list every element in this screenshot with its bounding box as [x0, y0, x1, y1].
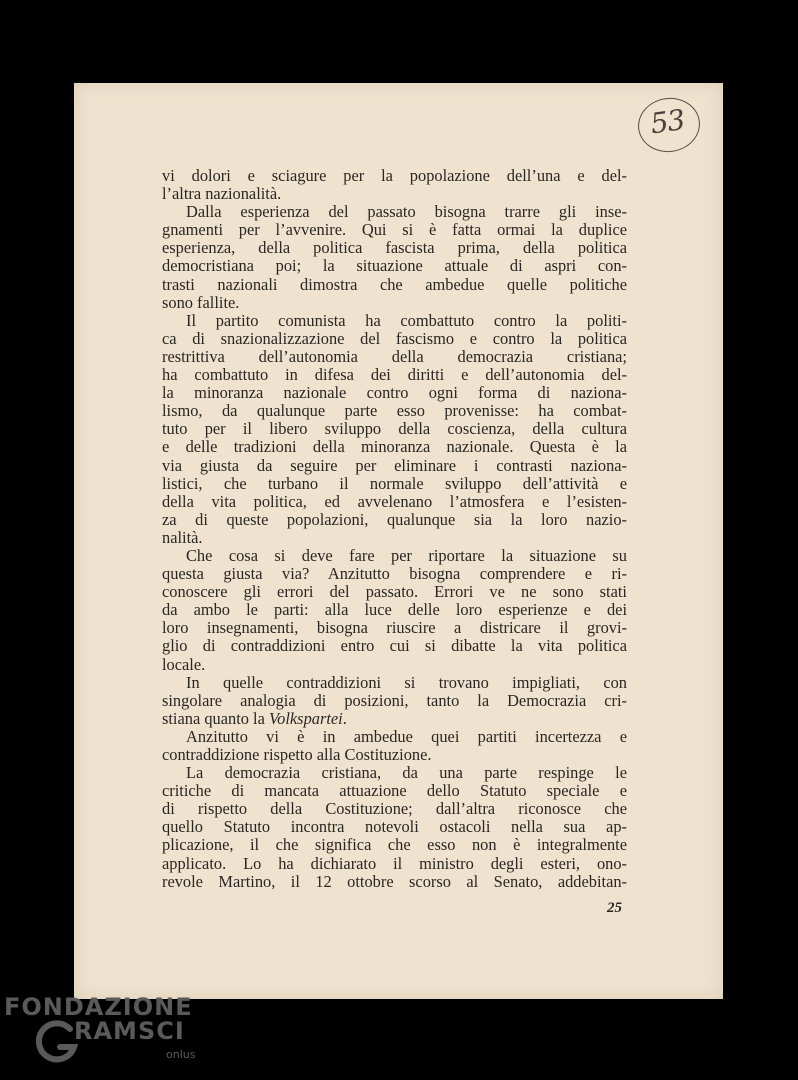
text-line: questa giusta via? Anzitutto bisogna comprendere e ri- [162, 564, 627, 584]
text-line: della vita politica, ed avvelenano l’atmosfera e l’esisten- [162, 491, 627, 511]
text-line: Che cosa si deve fare per riportare la situazione su [186, 545, 627, 565]
text-line: quello Statuto incontra notevoli ostacoli nella sua ap- [162, 817, 627, 837]
text-line: democristiana poi; la situazione attuale di aspri con- [162, 256, 627, 276]
text-line: gnamenti per l’avvenire. Qui si è fatta ormai la duplice [162, 220, 627, 240]
text-line: ca di snazionalizzazione del fascismo e contro la politica [162, 328, 627, 348]
text-line: singolare analogia di posizioni, tanto la Democrazia cri- [162, 690, 627, 710]
text-line: e delle tradizioni della minoranza nazionale. Questa è la [162, 437, 627, 457]
text-line: In quelle contraddizioni si trovano impigliati, con [186, 672, 627, 692]
text-line: stiana quanto la Volkspartei. [162, 708, 347, 728]
text-line: glio di contraddizioni entro cui si dibatte la vita politica [162, 636, 627, 656]
text-line: revole Martino, il 12 ottobre scorso al Senato, addebitan- [162, 871, 627, 891]
text-line: da ambo le parti: alla luce delle loro esperienze e dei [162, 600, 627, 620]
fondazione-gramsci-logo [4, 993, 204, 1073]
text-line: conoscere gli errori del passato. Errori ve ne sono stati [162, 582, 627, 602]
text-line: vi dolori e sciagure per la popolazione dell’una e del- [162, 166, 627, 185]
text-line: ha combattuto in difesa dei diritti e dell’autonomia del- [162, 365, 627, 385]
text-line: Anzitutto vi è in ambedue quei partiti incertezza e [186, 726, 627, 746]
archive-number: 53 [648, 103, 687, 141]
text-line: contraddizione rispetto alla Costituzione. [162, 745, 432, 764]
text-line: critiche di mancata attuazione dello Statuto speciale e [162, 781, 627, 801]
text-line: Il partito comunista ha combattuto contro la politi- [186, 310, 627, 330]
text-line: Dalla esperienza del passato bisogna trarre gli inse- [186, 202, 627, 222]
text-line: tuto per il libero sviluppo della coscienza, della cultura [162, 419, 627, 439]
text-line: nalità. [162, 527, 203, 547]
text-line: l’altra nazionalità. [162, 184, 282, 204]
text-line: plicazione, il che significa che esso non è integralmente [162, 835, 627, 855]
text-line: lismo, da qualunque parte esso provenisse: ha combat- [162, 401, 627, 421]
text-line: listici, che turbano il normale sviluppo dell’attività e [162, 473, 627, 493]
logo-suffix: onlus [166, 1048, 196, 1061]
body-text [162, 167, 627, 891]
text-line: La democrazia cristiana, da una parte respinge le [186, 763, 627, 783]
text-line: locale. [162, 654, 206, 674]
text-line: restrittiva dell’autonomia della democrazia cristiana; [162, 346, 627, 366]
page-number: 25 [607, 900, 622, 916]
logo-line-1: FONDAZIONE [4, 993, 193, 1021]
text-line: di rispetto della Costituzione; dall’altra riconosce che [162, 799, 627, 819]
text-line: via giusta da seguire per eliminare i contrasti naziona- [162, 455, 627, 475]
text-line: esperienza, della politica fascista prima, della politica [162, 238, 627, 258]
text-line: za di queste popolazioni, qualunque sia la loro nazio- [162, 509, 627, 529]
text-line: sono fallite. [162, 292, 240, 312]
text-line: applicato. Lo ha dichiarato il ministro degli esteri, ono- [162, 853, 627, 873]
logo-line-2: RAMSCI [74, 1017, 185, 1045]
text-line: trasti nazionali dimostra che ambedue quelle politiche [162, 274, 627, 294]
text-line: loro insegnamenti, bisogna riuscire a districare il grovi- [162, 618, 627, 638]
text-line: la minoranza nazionale contro ogni forma di naziona- [162, 383, 627, 403]
